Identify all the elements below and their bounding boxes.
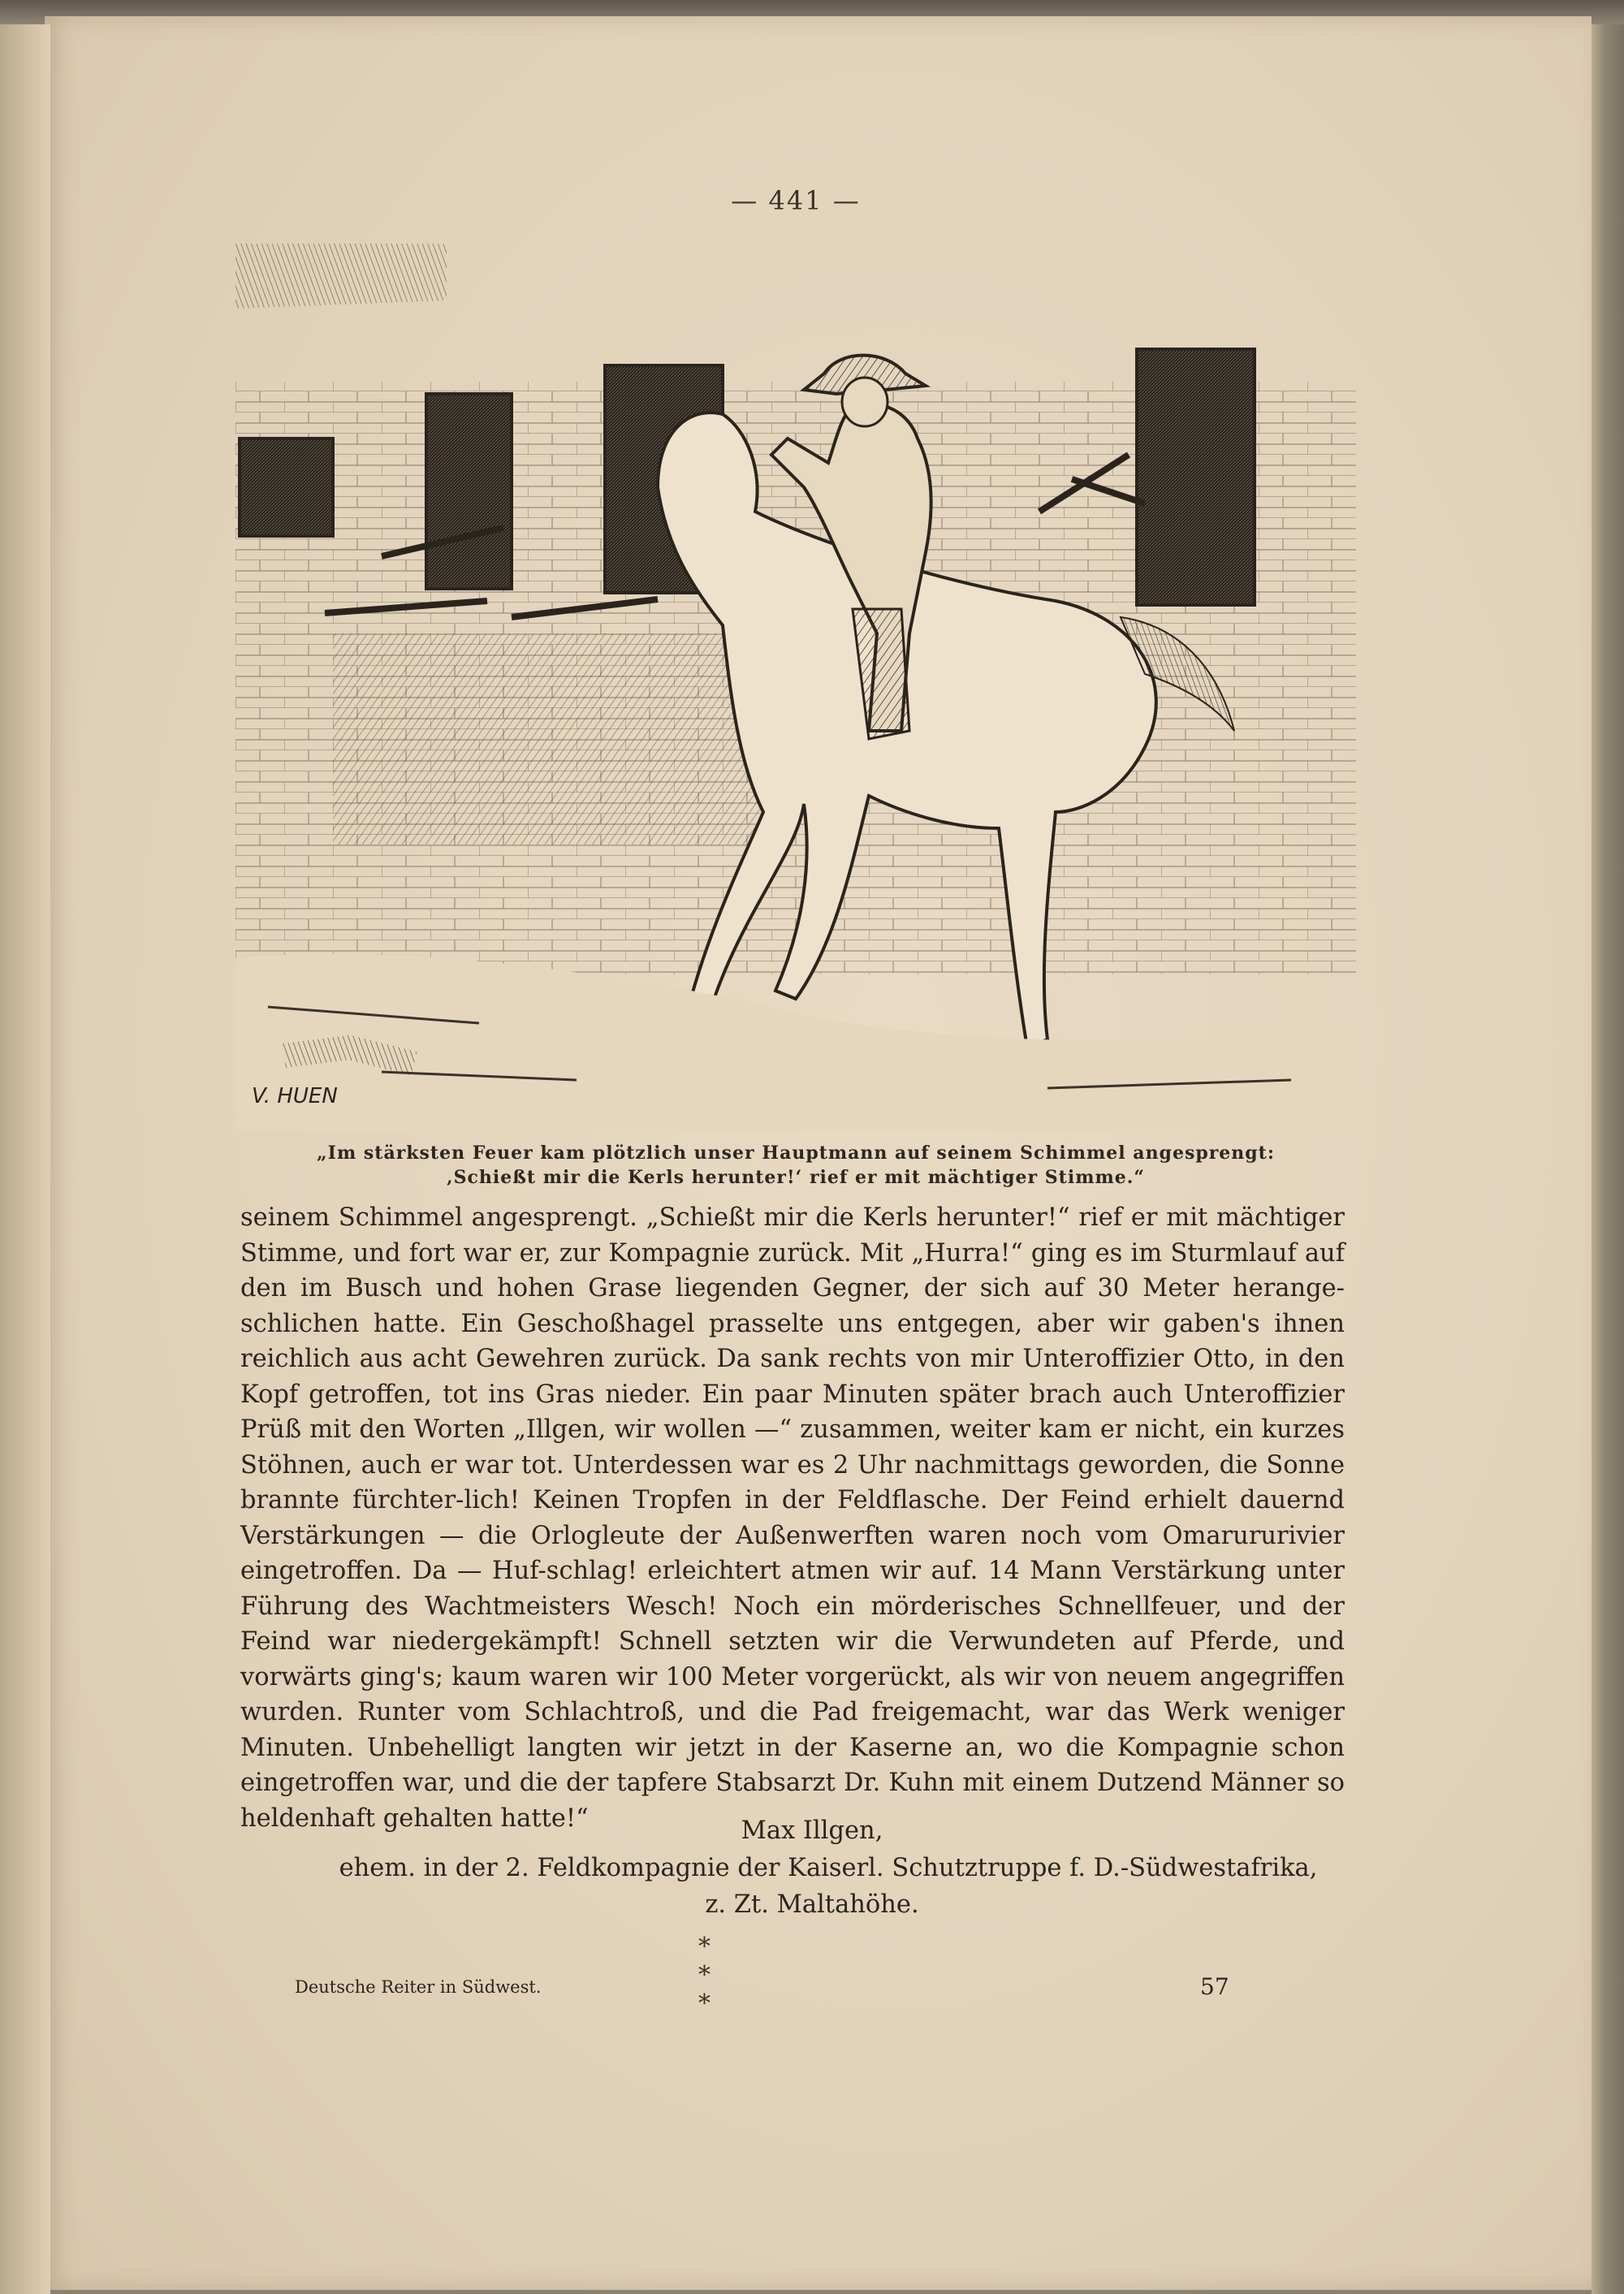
book-right-edge — [1592, 24, 1624, 2294]
artist-signature: V. HUEN — [252, 1084, 338, 1108]
footer-signature-mark: 57 — [1200, 1973, 1229, 2000]
page-gutter — [0, 24, 50, 2294]
illustration-caption: „Im stärksten Feuer kam plötzlich unser Hauptmann auf seinem Schimmel angesprengt: ‚Schießt mir die Kerls herunter!‘ rief er mit mächtiger Stimme.“ — [317, 1143, 1275, 1188]
signature-line-1: ehem. in der 2. Feldkompagnie der Kaiserl. Schutztruppe f. D.-Südwestafrika, — [339, 1854, 1318, 1882]
illustration-drawing — [235, 244, 1356, 1130]
illustration — [235, 244, 1356, 1130]
footer-book-title: Deutsche Reiter in Südwest. — [295, 1977, 542, 1997]
signature-line-2: z. Zt. Maltahöhe. — [705, 1890, 919, 1919]
section-separator: * * * — [698, 1933, 766, 2018]
page-number-header: — 441 — — [731, 185, 861, 216]
body-paragraph: seinem Schimmel angesprengt. „Schießt mir die Kerls herunter!“ rief er mit mächtiger Stimme, und fort war er, zur Kompagnie zurück. Mit „Hurra!“ ging es im Sturmlauf auf den im Busch und hohen Grase liegenden Gegner, der sich auf 30 Meter herange-schlichen hatte. Ein Geschoßhagel prasselte uns entgegen, aber wir gaben's ihnen reichlich aus acht Gewehren zurück. Da sank rechts von mir Unteroffizier Otto, in den Kopf getroffen, tot ins Gras nieder. Ein paar Minuten später brach auch Unteroffizier Prüß mit den Worten „Illgen, wir wollen —“ zusammen, weiter kam er nicht, ein kurzes Stöhnen, auch er war tot. Unterdessen war es 2 Uhr nachmittags geworden, die Sonne brannte fürchter-lich! Keinen Tropfen in der Feldflasche. Der Feind erhielt dauernd Verstärkungen — die Orlogleute der Außenwerften waren noch vom Omarururivier eingetroffen. Da — Huf-schlag! erleichtert atmen wir auf. 14 Mann Verstärkung unter Führung des Wachtmeisters Wesch! Noch ein mörderisches Schnellfeuer, und der Feind war niedergekämpft! Schnell setzten wir die Verwundeten auf Pferde, und vorwärts ging's; kaum waren wir 100 Meter vorgerückt, als wir von neuem angegriffen wurden. Runter vom Schlachtroß, und die Pad freigemacht, war das Werk weniger Minuten. Unbehelligt langten wir jetzt in der Kaserne an, wo die Kompagnie schon eingetroffen war, und die der tapfere Stabsarzt Dr. Kuhn mit einem Dutzend Männer so heldenhaft gehalten hatte!“ — [240, 1203, 1345, 1833]
body-text — [240, 1200, 1345, 1836]
signature-name: Max Illgen, — [741, 1817, 883, 1845]
